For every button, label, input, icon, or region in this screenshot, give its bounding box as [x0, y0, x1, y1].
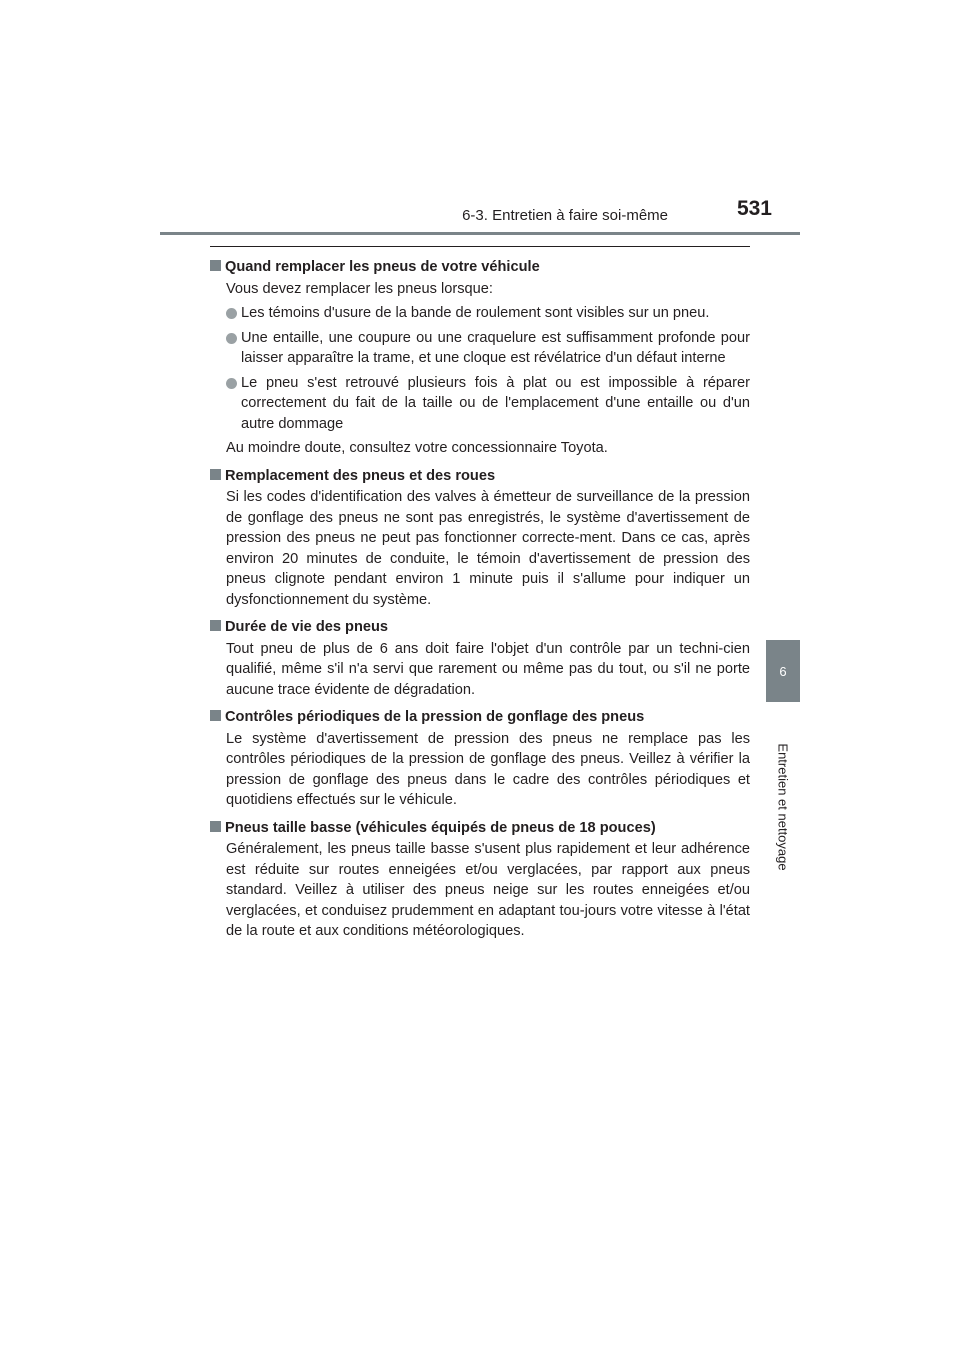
section-heading	[210, 466, 750, 487]
header-divider	[160, 232, 800, 235]
section-intro: Vous devez remplacer les pneus lorsque:	[226, 280, 493, 297]
section-heading-text: Contrôles périodiques de la pression de gonflage des pneus	[225, 709, 645, 725]
list-item	[226, 302, 750, 327]
square-bullet-icon	[210, 469, 221, 480]
section-body: Généralement, les pneus taille basse s'usent plus rapidement et leur adhérence est réduite sur routes enneigées et/ou verglacées, par rapport aux pneus standard. Veillez à utiliser des pneus neige sur les routes enneigées et/ou verglacées, et conduisez prudemment en adaptant tou-jours votre vitesse à l'état de la route et aux conditions météorologiques.	[226, 841, 750, 939]
circle-bullet-icon	[226, 378, 237, 389]
square-bullet-icon	[210, 620, 221, 631]
circle-bullet-icon	[226, 308, 237, 319]
section-closing: Au moindre doute, consultez votre concessionnaire Toyota.	[226, 440, 608, 456]
section-body: Le système d'avertissement de pression des pneus ne remplace pas les contrôles périodiques de la pression de gonflage des pneus. Veillez à vérifier la pression de gonflage des pneus dans le cadre des contrôles périodiques et quotidiens effectués sur le véhicule.	[226, 730, 750, 808]
section-heading	[210, 818, 750, 839]
square-bullet-icon	[210, 260, 221, 271]
list-item-text: Les témoins d'usure de la bande de roulement sont visibles sur un pneu.	[241, 305, 710, 321]
section-heading	[210, 707, 750, 728]
square-bullet-icon	[210, 821, 221, 832]
section-heading	[210, 617, 750, 638]
list-item	[226, 372, 750, 438]
page-content	[210, 257, 750, 945]
section-heading-text: Pneus taille basse (véhicules équipés de pneus de 18 pouces)	[225, 819, 656, 836]
section-body: Tout pneu de plus de 6 ans doit faire l'objet d'un contrôle par un techni-cien qualifié, même s'il n'a servi que rarement ou même pas du tout, ou s'il ne porte aucune trace évidente de dégradation.	[226, 640, 750, 698]
section-heading	[210, 257, 750, 278]
chapter-number: 6	[779, 663, 787, 679]
chapter-title-tab	[766, 708, 800, 905]
chapter-number-tab	[766, 640, 800, 702]
header-section-title: 6-3. Entretien à faire soi-même	[462, 207, 668, 224]
content-top-rule	[210, 246, 750, 247]
page-number: 531	[736, 197, 772, 220]
list-item	[226, 327, 750, 372]
section-heading-text: Remplacement des pneus et des roues	[225, 467, 496, 484]
circle-bullet-icon	[226, 333, 237, 344]
list-item-text: Le pneu s'est retrouvé plusieurs fois à plat ou est impossible à réparer correctement du fait de la taille ou de l'emplacement d'une entaille ou d'un autre dommage	[241, 374, 750, 432]
square-bullet-icon	[210, 710, 221, 721]
chapter-title: Entretien et nettoyage	[775, 742, 791, 871]
section-body: Si les codes d'identification des valves à émetteur de surveillance de la pression de gonflage des pneus ne sont pas enregistrés, le système d'avertissement de pression des pneus ne peut pas fonctionner correcte-ment. Dans ce cas, après environ 20 minutes de conduite, le témoin d'avertissement de pression des pneus clignote pendant environ 1 minute puis il s'allume pour indiquer un dysfonctionnement du système.	[226, 489, 750, 608]
section-heading-text: Durée de vie des pneus	[225, 619, 389, 635]
list-item-text: Une entaille, une coupure ou une craquelure est suffisamment profonde pour laisser apparaître la trame, et une cloque est révélatrice d'un défaut interne	[241, 329, 750, 366]
section-heading-text: Quand remplacer les pneus de votre véhicule	[225, 259, 540, 275]
